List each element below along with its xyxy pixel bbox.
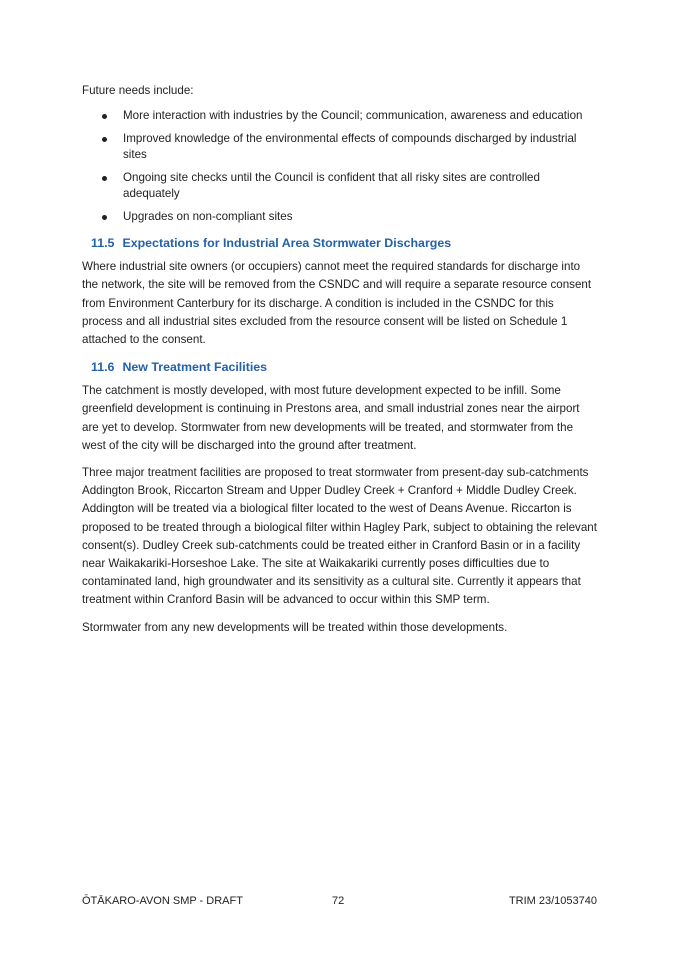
section-heading-11-6 xyxy=(91,358,597,376)
body-paragraph: The catchment is mostly developed, with most future development expected to be infill. Some greenfield development is continuing in Prestons area, and small industrial zones near the airport are yet to develop. Stormwater from new developments will be treated, and stormwater from the west of the city will be discharged into the ground after treatment. xyxy=(82,384,580,452)
list-item xyxy=(82,209,597,225)
list-item xyxy=(82,131,597,163)
intro-text: Future needs include: xyxy=(82,84,194,97)
list-item-text: Ongoing site checks until the Council is confident that all risky sites are controlled adequately xyxy=(123,171,540,201)
body-paragraph: Stormwater from any new developments will be treated within those developments. xyxy=(82,620,508,634)
page-number: 72 xyxy=(332,895,345,907)
body-paragraph: Where industrial site owners (or occupiers) cannot meet the required standards for discharge into the network, the site will be removed from the CSNDC and will require a separate resource consent from Environment Canterbury for its discharge. A condition is included in the CSNDC for this process and all industrial sites excluded from the resource consent will be listed on Schedule 1 attached to the consent. xyxy=(82,260,592,347)
page-footer xyxy=(82,893,597,909)
section-title: Expectations for Industrial Area Stormwater Discharges xyxy=(122,236,452,251)
bullet-icon xyxy=(102,114,107,119)
section-heading-11-5 xyxy=(91,234,597,252)
section-number: 11.6 xyxy=(91,360,115,375)
future-needs-list xyxy=(82,108,597,225)
section-title: New Treatment Facilities xyxy=(122,360,268,375)
bullet-icon xyxy=(102,215,107,220)
footer-document-title: ŌTĀKARO-AVON SMP - DRAFT xyxy=(82,895,243,907)
list-item xyxy=(82,108,597,124)
list-item-text: Upgrades on non-compliant sites xyxy=(123,210,293,224)
section-number: 11.5 xyxy=(91,236,115,251)
bullet-icon xyxy=(102,176,107,181)
list-item xyxy=(82,170,597,202)
list-item-text: Improved knowledge of the environmental effects of compounds discharged by industrial sites xyxy=(123,132,577,162)
bullet-icon xyxy=(102,137,107,142)
list-item-text: More interaction with industries by the Council; communication, awareness and education xyxy=(123,109,583,123)
body-paragraph: Three major treatment facilities are proposed to treat stormwater from present-day sub-catchments Addington Brook, Riccarton Stream and Upper Dudley Creek + Cranford + Middle Dudley Creek. Addington will be treated via a biological filter located to the west of Deans Avenue. Riccarton is proposed to be treated through a biological filter within Hagley Park, subject to obtaining the relevant consent(s). Dudley Creek sub-catchments could be treated either in Cranford Basin or in a facility near Waikakariki-Horseshoe Lake. The site at Waikakariki currently poses difficulties due to contaminated land, high groundwater and its sensitivity as a cultural site. Currently it appears that treatment within Cranford Basin will be advanced to occur within this SMP term. xyxy=(82,466,597,607)
page-content xyxy=(82,82,597,646)
footer-trim-reference: TRIM 23/1053740 xyxy=(508,895,597,907)
